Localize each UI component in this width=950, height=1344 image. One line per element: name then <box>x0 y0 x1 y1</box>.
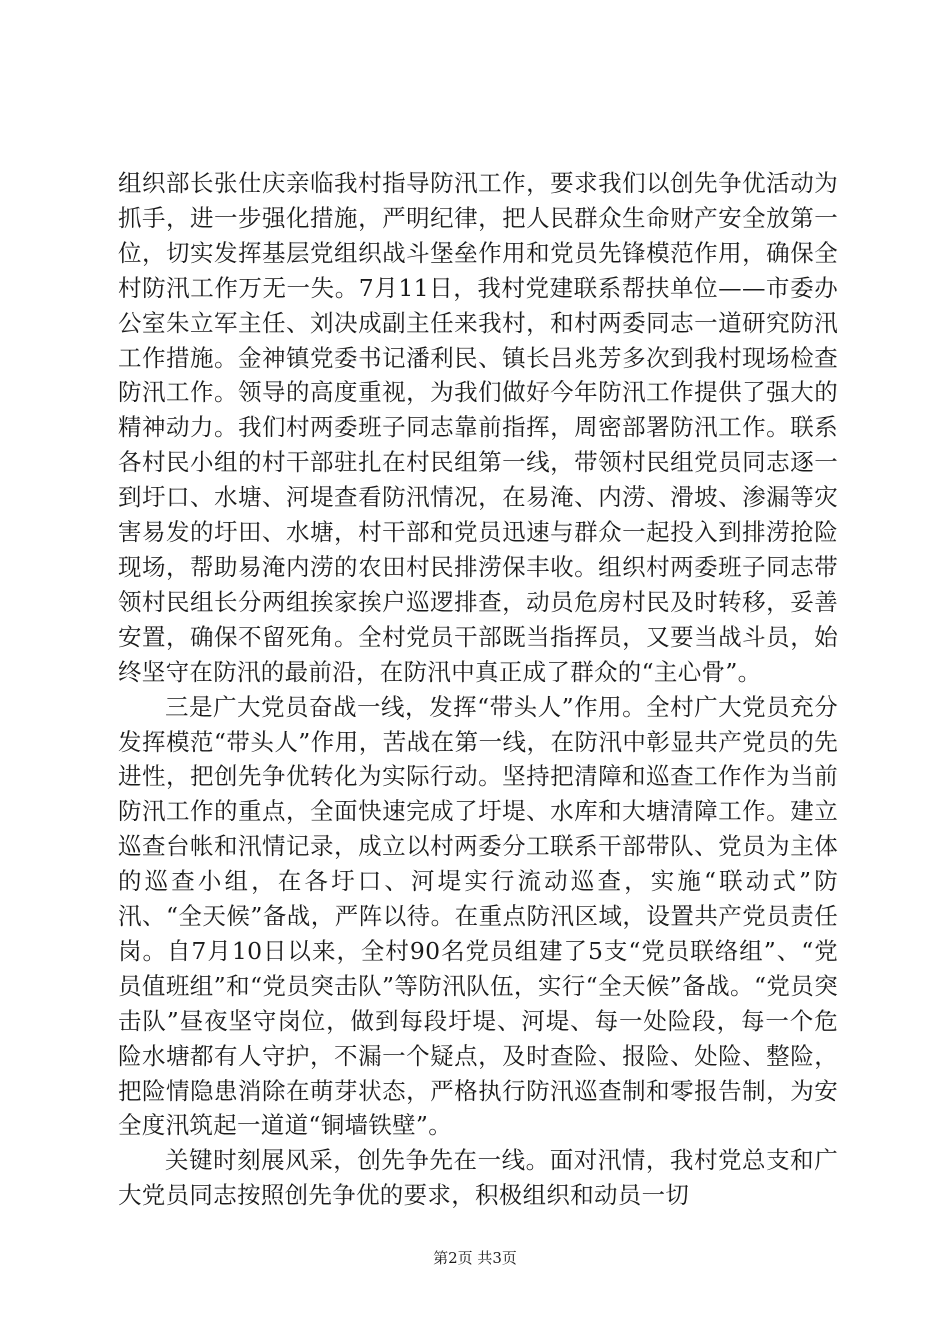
paragraph-2: 三是广大党员奋战一线，发挥“带头人”作用。全村广大党员充分发挥模范“带头人”作用，苦战在第一线，在防汛中彰显共产党员的先进性，把创先争优转化为实际行动。坚持把清障和巡查工作作为当前防汛工作的重点，全面快速完成了圩堤、水库和大塘清障工作。建立巡查台帐和汛情记录，成立以村两委分工联系干部带队、党员为主体的巡查小组，在各圩口、河堤实行流动巡查，实施“联动式”防汛、“全天候”备战，严阵以待。在重点防汛区域，设置共产党员责任岗。自7月10日以来，全村90名党员组建了5支“党员联络组”、“党员值班组”和“党员突击队”等防汛队伍，实行“全天候”备战。“党员突击队”昼夜坚守岗位，做到每段圩堤、河堤、每一处险段，每一个危险水塘都有人守护，不漏一个疑点，及时查险、报险、处险、整险，把险情隐患消除在萌芽状态，严格执行防汛巡查制和零报告制，为安全度汛筑起一道道“铜墙铁壁”。 <box>118 692 838 1140</box>
paragraph-3: 关键时刻展风采，创先争先在一线。面对汛情，我村党总支和广大党员同志按照创先争优的要求，积极组织和动员一切 <box>118 1146 838 1210</box>
page-footer: 第2页 共3页 <box>433 1249 517 1267</box>
paragraph-1: 组织部长张仕庆亲临我村指导防汛工作，要求我们以创先争优活动为抓手，进一步强化措施，严明纪律，把人民群众生命财产安全放第一位，切实发挥基层党组织战斗堡垒作用和党员先锋模范作用，确保全村防汛工作万无一失。7月11日，我村党建联系帮扶单位——市委办公室朱立军主任、刘决成副主任来我村，和村两委同志一道研究防汛工作措施。金神镇党委书记潘利民、镇长吕兆芳多次到我村现场检查防汛工作。领导的高度重视，为我们做好今年防汛工作提供了强大的精神动力。我们村两委班子同志靠前指挥，周密部署防汛工作。联系各村民小组的村干部驻扎在村民组第一线，带领村民组党员同志逐一到圩口、水塘、河堤查看防汛情况，在易淹、内涝、滑坡、渗漏等灾害易发的圩田、水塘，村干部和党员迅速与群众一起投入到排涝抢险现场，帮助易淹内涝的农田村民排涝保丰收。组织村两委班子同志带领村民组长分两组挨家挨户巡逻排查，动员危房村民及时转移，妥善安置，确保不留死角。全村党员干部既当指挥员，又要当战斗员，始终坚守在防汛的最前沿，在防汛中真正成了群众的“主心骨”。 <box>118 169 838 686</box>
document-body <box>118 166 838 1213</box>
